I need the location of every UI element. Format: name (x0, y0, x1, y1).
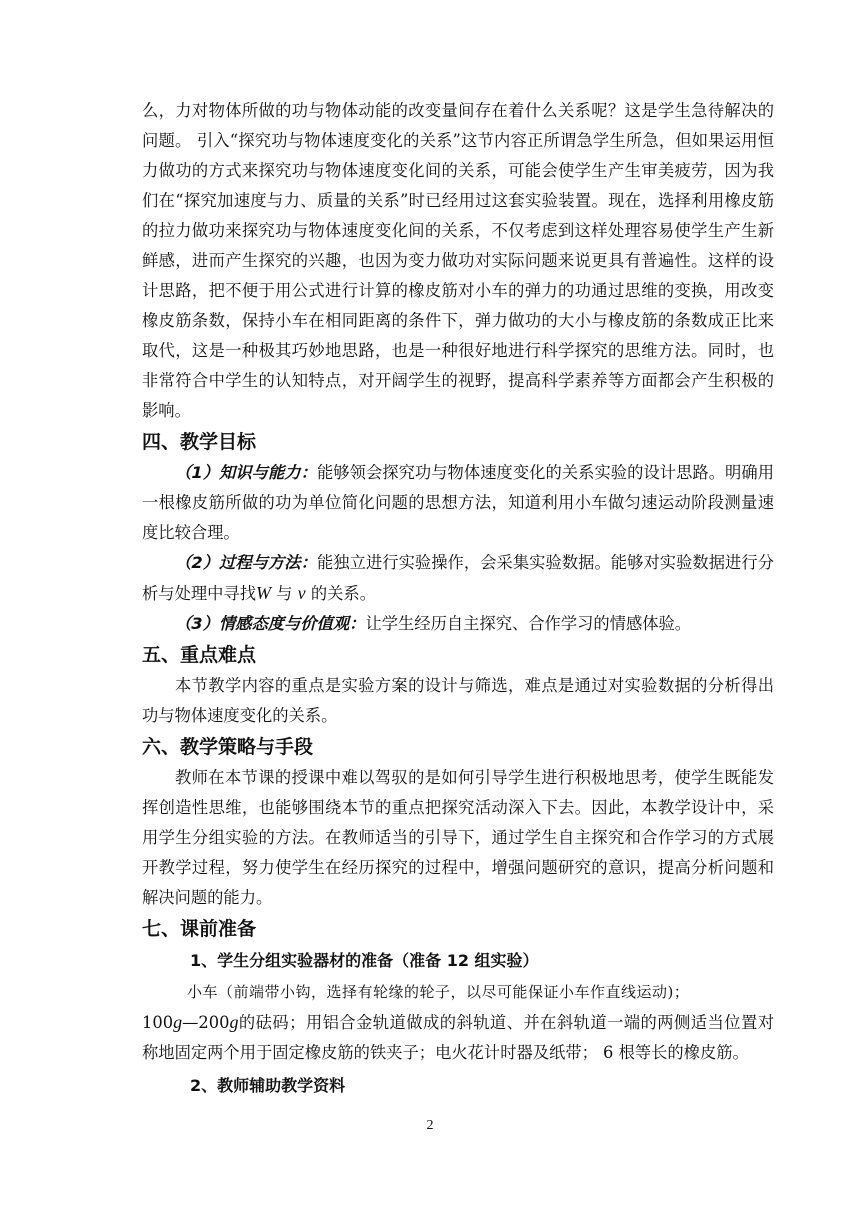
variable-v: v (297, 583, 306, 603)
dash: — (182, 1013, 199, 1032)
goal-text: 与 (276, 584, 293, 603)
goal-label: （1）知识与能力： (175, 463, 317, 482)
section-heading-key-points: 五、重点难点 (142, 644, 257, 666)
cart-description: 小车（前端带小钩，选择有轮缘的轮子，以尽可能保证小车作直线运动)； (187, 983, 690, 1001)
document-page (142, 96, 774, 1102)
goal-text: 能够领会探究功与物体速度变化的关系实验的设计思路。明确用一根橡皮筋所做的功为单位简化问题的思想方法，知道利用小车做匀速运动阶段测量速度比较合理。 (142, 463, 774, 542)
page-number: 2 (426, 1118, 434, 1133)
key-points-paragraph: 本节教学内容的重点是实验方案的设计与筛选，难点是通过对实验数据的分析得出功与物体速度变化的关系。 (142, 676, 774, 725)
mass-200: 200 (198, 1013, 230, 1032)
subheading-teacher-materials: 2、教师辅助教学资料 (190, 1076, 346, 1095)
goal-attitude-values (142, 609, 774, 639)
equipment-text: 的砝码；用铝合金轨道做成的斜轨道、并在斜轨道一端的两侧适当位置对称地固定两个用于固定橡皮筋的铁夹子；电火花计时器及纸带； 6 根等长的橡皮筋。 (142, 1013, 774, 1062)
unit-g: g (173, 1012, 183, 1032)
equipment-paragraph (142, 977, 774, 1068)
goal-knowledge-ability (142, 458, 774, 548)
variable-w: W (255, 583, 271, 603)
goal-text: 的关系。 (310, 584, 376, 603)
goal-text: 让学生经历自主探究、合作学习的情感体验。 (365, 614, 692, 633)
goal-process-method (142, 548, 774, 609)
mass-100: 100 (142, 1013, 174, 1032)
goal-text: 能独立进行实验操作，会采集实验数据。能够对实验数据进行分析与处理中寻找 (142, 553, 774, 603)
section-heading-strategy: 六、教学策略与手段 (142, 736, 314, 758)
subheading-student-equipment: 1、学生分组实验器材的准备（准备 12 组实验） (190, 951, 539, 970)
section-heading-preparation: 七、课前准备 (142, 918, 257, 940)
strategy-paragraph: 教师在本节课的授课中难以驾驭的是如何引导学生进行积极地思考，使学生既能发挥创造性思维，也能够围绕本节的重点把探究活动深入下去。因此，本教学设计中，采用学生分组实验的方法。在教师适当的引导下，通过学生自主探究和合作学习的方式展开教学过程，努力使学生在经历探究的过程中，增强问题研究的意识，提高分析问题和解决问题的能力。 (142, 768, 774, 907)
goal-label: （2）过程与方法： (175, 553, 317, 572)
intro-paragraph: 么，力对物体所做的功与物体动能的改变量间存在着什么关系呢？这是学生急待解决的问题。 引入“探究功与物体速度变化的关系”这节内容正所谓急学生所急，但如果运用恒力做功的方式来探究功与物体速度变化间的关系，可能会使学生产生审美疲劳，因为我们在“探究加速度与力、质量的关系”时已经用过这套实验装置。现在，选择利用橡皮筋的拉力做功来探究功与物体速度变化间的关系，不仅考虑到这样处理容易使学生产生新鲜感，进而产生探究的兴趣，也因为变力做功对实际问题来说更具有普遍性。这样的设计思路，把不便于用公式进行计算的橡皮筋对小车的弹力的功通过思维的变换，用改变橡皮筋条数，保持小车在相同距离的条件下，弹力做功的大小与橡皮筋的条数成正比来取代，这是一种极其巧妙地思路，也是一种很好地进行科学探究的思维方法。同时，也非常符合中学生的认知特点，对开阔学生的视野，提高科学素养等方面都会产生积极的影响。 (142, 101, 774, 420)
unit-g: g (229, 1012, 239, 1032)
goal-label: （3）情感态度与价值观： (175, 614, 366, 633)
section-heading-teaching-goals: 四、教学目标 (142, 431, 257, 453)
